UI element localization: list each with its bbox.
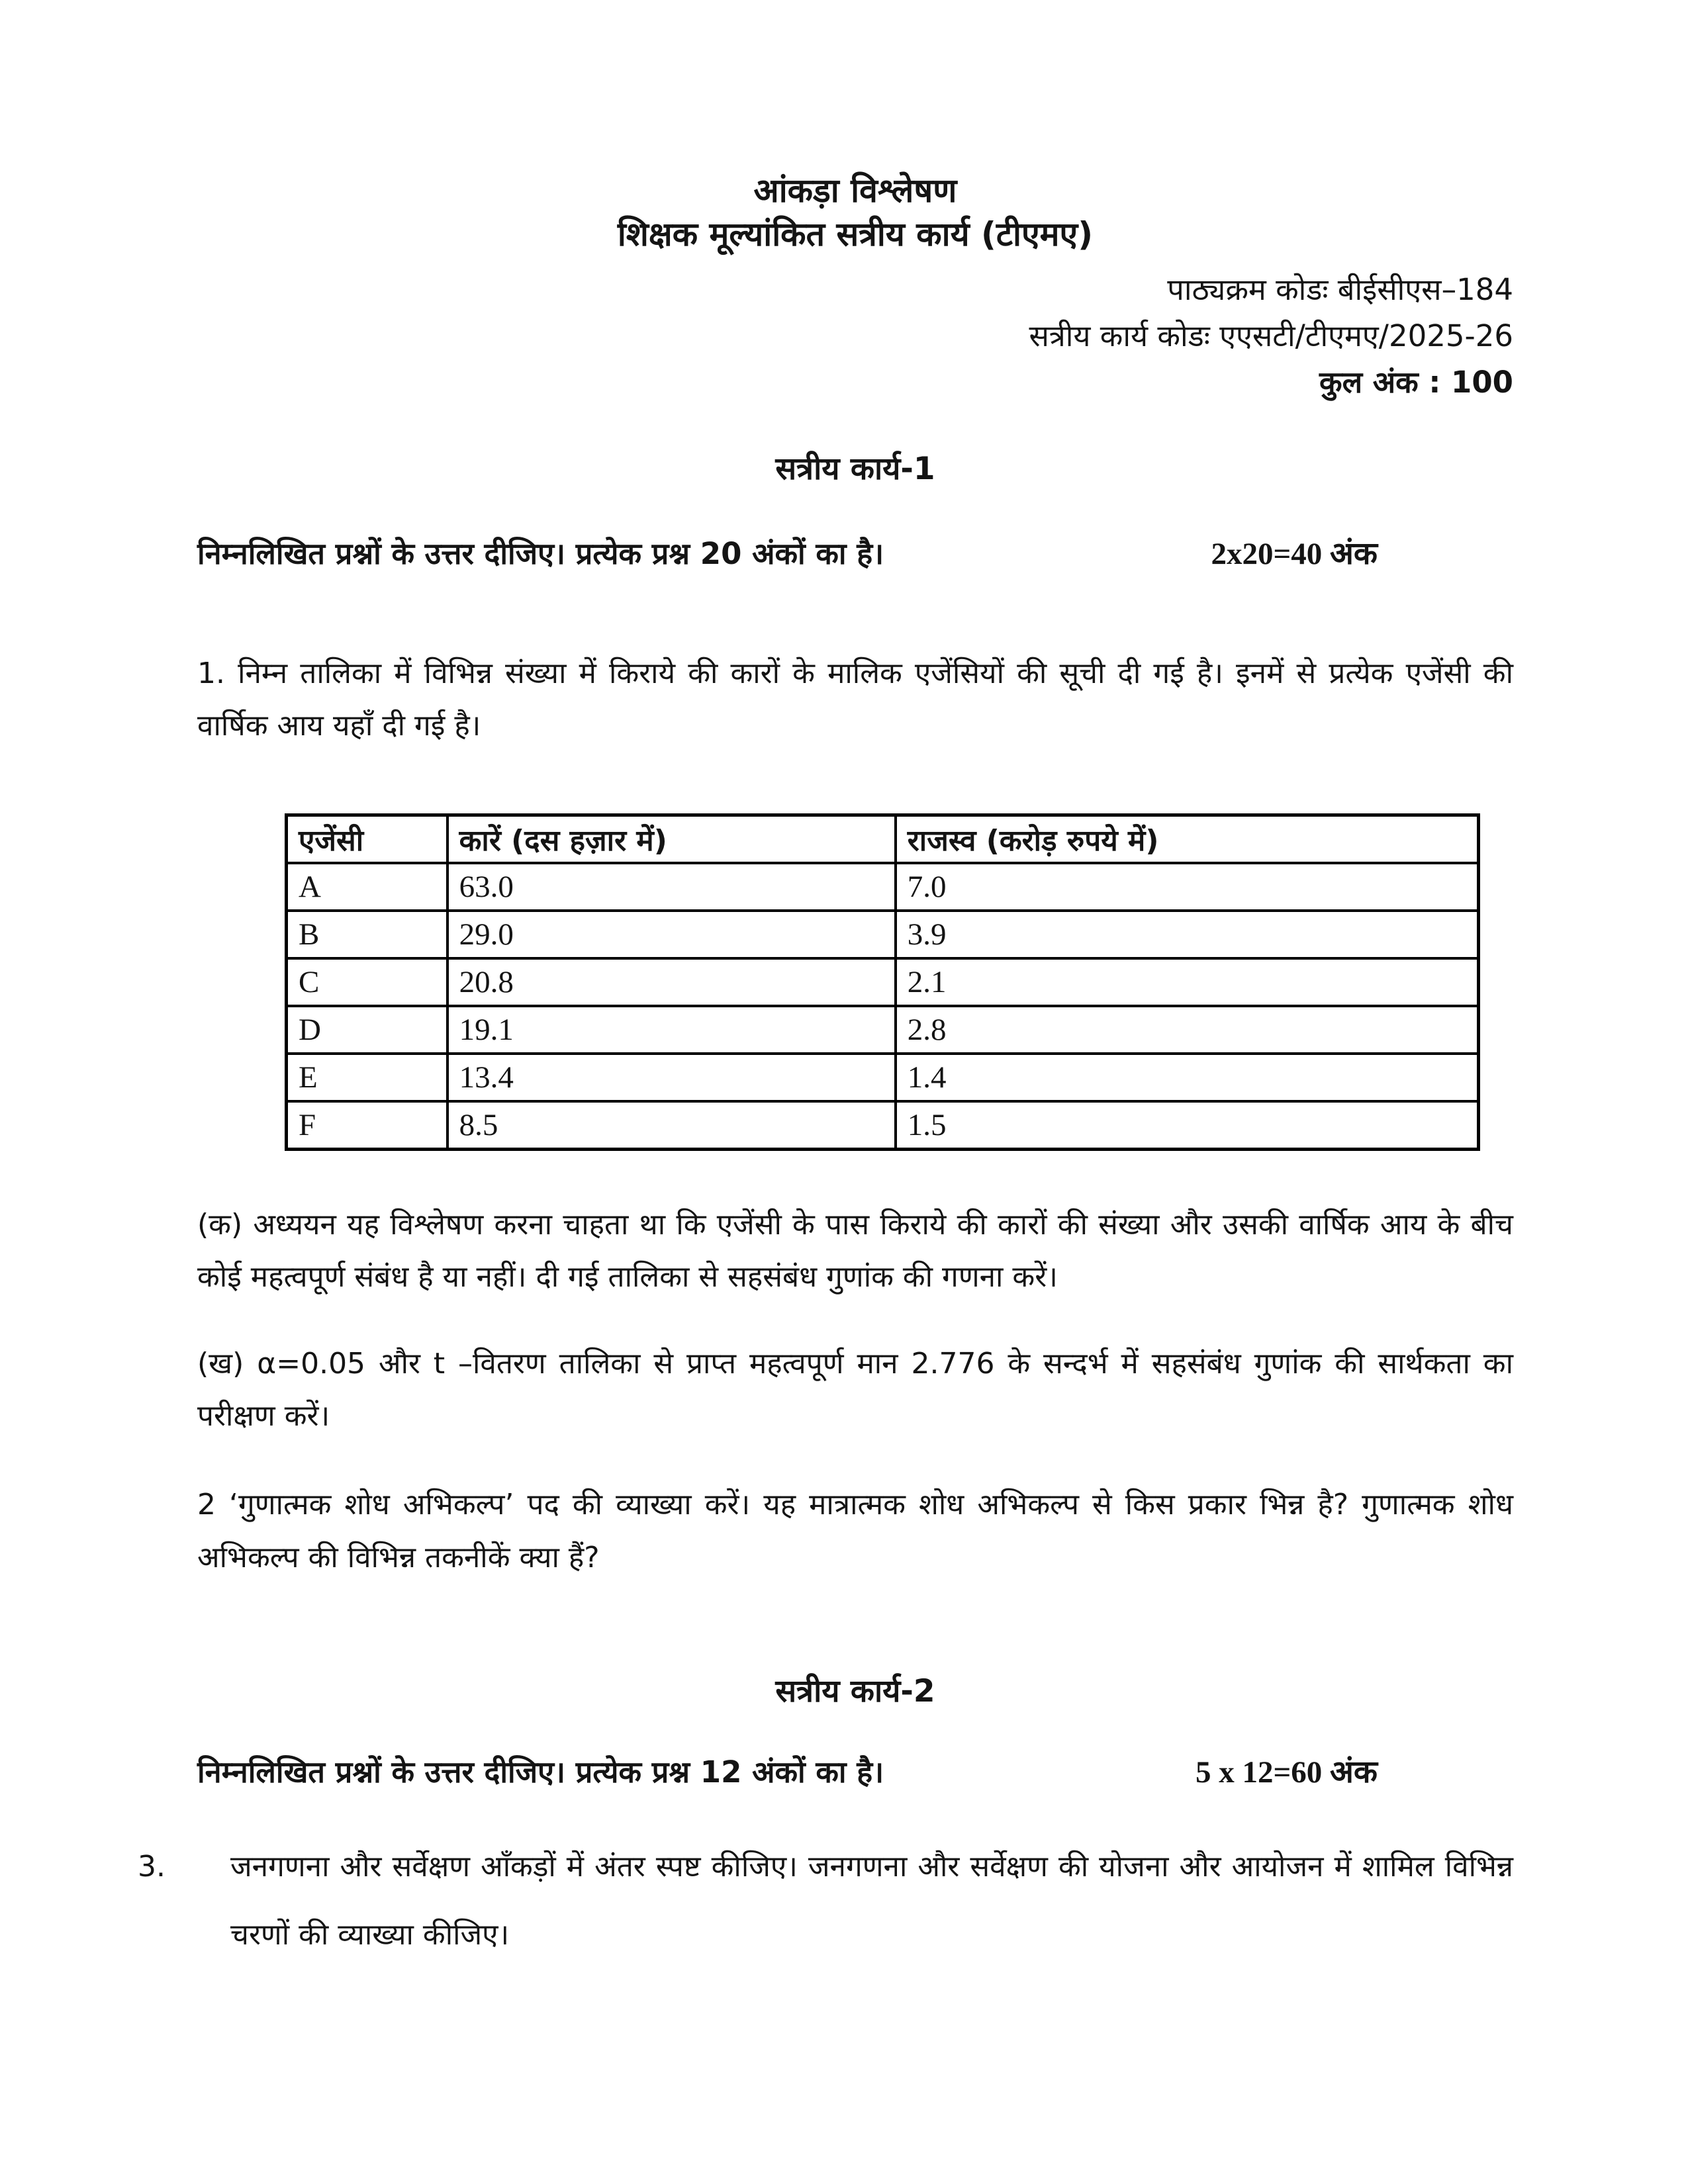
course-code-line: पाठ्यक्रम कोडः बीईसीएस–184 [1167,272,1513,307]
table-cell: 2.1 [896,958,1479,1006]
table-cell: D [287,1006,447,1054]
agency-data-table [285,813,1480,1151]
table-row [287,958,1479,1006]
question-1-text: 1. निम्न तालिका में विभिन्न संख्या में किराये की कारों के मालिक एजेंसियों की सूची दी गई है। इनमें से प्रत्येक एजेंसी की वार्षिक आय यहाँ दी गई है। [197,657,1513,743]
section-1-heading: सत्रीय कार्य-1 [775,451,935,488]
question-1b-text: (ख) α=0.05 और t –वितरण तालिका से प्राप्त महत्वपूर्ण मान 2.776 के सन्दर्भ में सहसंबंध गुणांक की सार्थकता का परीक्षण करें। [197,1347,1513,1433]
table-row [287,1006,1479,1054]
question-3-text: जनगणना और सर्वेक्षण आँकड़ों में अंतर स्पष्ट कीजिए। जनगणना और सर्वेक्षण की योजना और आयोजन में शामिल विभिन्न चरणों की व्याख्या कीजिए। [230,1849,1513,1952]
table-cell: 3.9 [896,911,1479,958]
table-cell: 29.0 [447,911,896,958]
question-1a-text: (क) अध्ययन यह विश्लेषण करना चाहता था कि एजेंसी के पास किराये की कारों की संख्या और उसकी वार्षिक आय के बीच कोई महत्वपूर्ण संबंध है या नहीं। दी गई तालिका से सहसंबंध गुणांक की गणना करें। [197,1207,1513,1294]
table-cell: F [287,1101,447,1150]
assignment-code-line: सत्रीय कार्य कोडः एएसटी/टीएमए/2025-26 [1029,318,1513,353]
table-header-row [287,815,1479,863]
question-3-number: 3. [138,1849,165,1884]
table-cell: A [287,863,447,911]
table-cell: B [287,911,447,958]
section-1-instruction: निम्नलिखित प्रश्नों के उत्तर दीजिए। प्रत्येक प्रश्न 20 अंकों का है। [197,536,884,572]
table-cell: C [287,958,447,1006]
table-header-agency: एजेंसी [287,815,447,863]
table-row [287,911,1479,958]
table-cell: 8.5 [447,1101,896,1150]
section-2-marks: 5 x 12=60 अंक [1195,1754,1378,1790]
table-cell: 63.0 [447,863,896,911]
table-row [287,1101,1479,1150]
table-cell: 20.8 [447,958,896,1006]
question-3 [138,1833,1513,1970]
header-right-block [197,267,1513,405]
table-cell: 2.8 [896,1006,1479,1054]
question-2-text: 2 ‘गुणात्मक शोध अभिकल्प’ पद की व्याख्या करें। यह मात्रात्मक शोध अभिकल्प से किस प्रकार भिन्न है? गुणात्मक शोध अभिकल्प की विभिन्न तकनीकें क्या हैं? [197,1488,1513,1574]
section-1-marks: 2x20=40 अंक [1211,537,1378,572]
table-cell: 7.0 [896,863,1479,911]
table-header-cars: कारें (दस हज़ार में) [447,815,896,863]
table-row [287,863,1479,911]
total-marks-line: कुल अंक : 100 [1319,364,1513,400]
table-row [287,1054,1479,1101]
table-cell: 1.5 [896,1101,1479,1150]
document-subtitle: शिक्षक मूल्यांकित सत्रीय कार्य (टीएमए) [617,215,1094,253]
document-title: आंकड़ा विश्लेषण [753,171,957,210]
section-1-instruction-row [197,531,1513,573]
section-2-instruction: निम्नलिखित प्रश्नों के उत्तर दीजिए। प्रत्येक प्रश्न 12 अंकों का है। [197,1754,884,1790]
table-cell: 13.4 [447,1054,896,1101]
table-cell: 19.1 [447,1006,896,1054]
section-2-instruction-row [197,1749,1513,1792]
table-cell: 1.4 [896,1054,1479,1101]
table-cell: E [287,1054,447,1101]
table-header-revenue: राजस्व (करोड़ रुपये में) [896,815,1479,863]
section-2-heading: सत्रीय कार्य-2 [775,1672,935,1709]
